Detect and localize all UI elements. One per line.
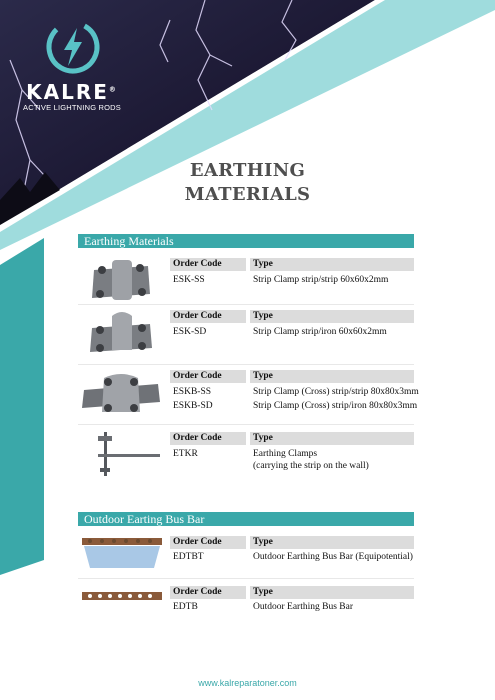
- order-code: ETKR: [173, 449, 198, 459]
- order-code: EDTB: [173, 602, 198, 612]
- order-code: ESK-SS: [173, 275, 205, 285]
- order-code-header: Order Code: [170, 432, 246, 445]
- product-esk-sd: [78, 308, 414, 360]
- page-title-line2: MATERIALS: [184, 184, 311, 205]
- type-header: Type: [250, 432, 414, 445]
- type-header: Type: [250, 310, 414, 323]
- order-code-header: Order Code: [170, 536, 246, 549]
- section-heading-outdoor-bus-bar: Outdoor Earting Bus Bar: [78, 512, 414, 526]
- order-code-header: Order Code: [170, 370, 246, 383]
- logo-emblem-icon: [44, 18, 102, 76]
- strip-clamp-flat-image: [78, 256, 164, 308]
- divider: [78, 304, 414, 305]
- product-type: Strip Clamp strip/strip 60x60x2mm: [253, 275, 389, 285]
- divider: [78, 424, 414, 425]
- product-type: Outdoor Earthing Bus Bar: [253, 602, 354, 612]
- strip-clamp-cross-image: [78, 368, 164, 420]
- type-header: Type: [250, 536, 414, 549]
- type-header: Type: [250, 370, 414, 383]
- type-header: Type: [250, 258, 414, 271]
- strip-clamp-iron-image: [78, 308, 164, 360]
- product-type: (carrying the strip on the wall): [253, 461, 369, 471]
- product-edtb: [78, 584, 414, 620]
- product-eskb: [78, 368, 419, 420]
- order-code-header: Order Code: [170, 586, 246, 599]
- product-type: Strip Clamp (Cross) strip/iron 80x80x3mm: [253, 401, 418, 411]
- bus-bar-equipotential-image: [78, 534, 164, 574]
- page-title-line1: EARTHING: [189, 160, 306, 181]
- divider: [78, 578, 414, 579]
- order-code: ESKB-SD: [173, 401, 213, 411]
- order-code-header: Order Code: [170, 258, 246, 271]
- order-code-header: Order Code: [170, 310, 246, 323]
- bus-bar-image: [78, 584, 164, 620]
- earthing-wall-clamp-image: [78, 428, 164, 480]
- type-header: Type: [250, 586, 414, 599]
- product-type: Outdoor Earthing Bus Bar (Equipotential): [253, 552, 413, 562]
- order-code: ESKB-SS: [173, 387, 212, 397]
- order-code: EDTBT: [173, 552, 204, 562]
- footer-url[interactable]: www.kalreparatoner.com: [198, 678, 297, 688]
- product-type: Earthing Clamps: [253, 449, 318, 459]
- product-etkr: [78, 428, 414, 484]
- product-type: Strip Clamp (Cross) strip/strip 80x80x3mm: [253, 387, 419, 397]
- product-type: Strip Clamp strip/iron 60x60x2mm: [253, 327, 387, 337]
- brand-tagline: ACTIVE LIGHTNING RODS: [23, 103, 121, 112]
- product-esk-ss: [78, 256, 414, 308]
- brand-name: KALRE®: [26, 80, 118, 104]
- product-edtbt: [78, 534, 414, 574]
- divider: [78, 364, 414, 365]
- section-heading-earthing-materials: Earthing Materials: [78, 234, 414, 248]
- order-code: ESK-SD: [173, 327, 207, 337]
